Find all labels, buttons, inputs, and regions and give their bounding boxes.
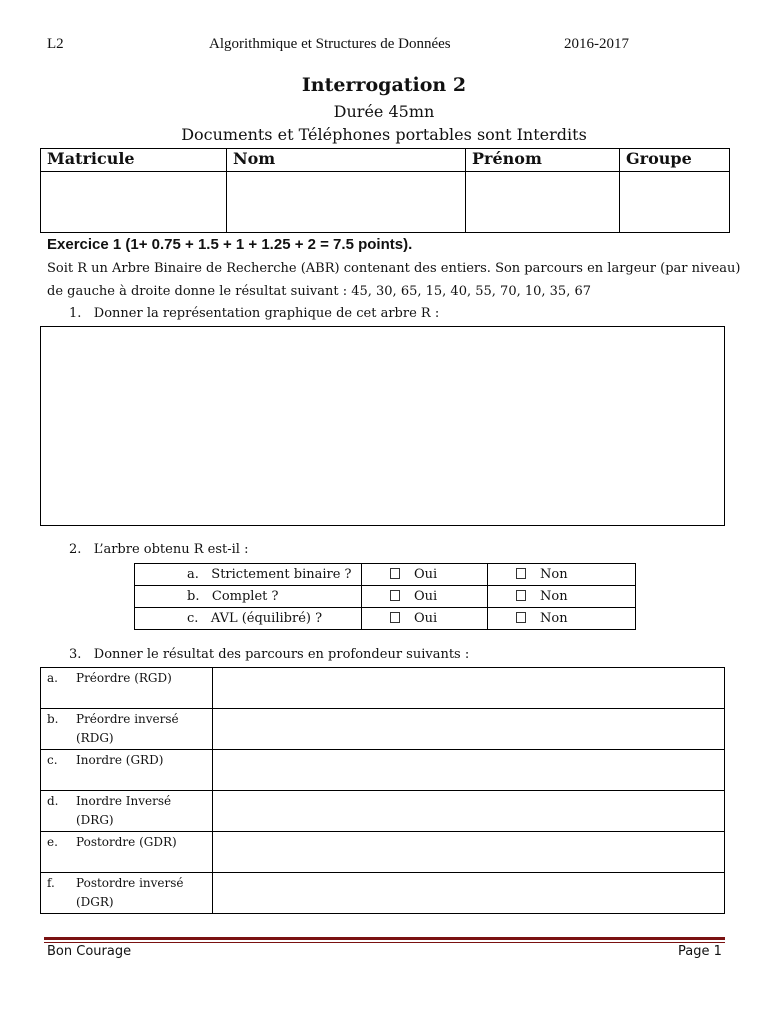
footer-rule	[44, 937, 725, 940]
table-row: f. Postordre inversé (DGR)	[41, 873, 725, 914]
table-row: a. Préordre (RGD)	[41, 668, 725, 709]
footer-rule-thin	[44, 942, 725, 943]
student-info-table	[40, 148, 730, 233]
question-3: 3. Donner le résultat des parcours en profondeur suivants :	[69, 647, 470, 662]
header-course: Algorithmique et Structures de Données	[209, 36, 451, 52]
answer-cell[interactable]	[213, 668, 725, 709]
col-groupe: Groupe	[620, 149, 730, 172]
matricule-cell[interactable]	[41, 172, 227, 233]
answer-cell[interactable]	[213, 791, 725, 832]
traversal-label: Inordre (GRD)	[76, 753, 164, 767]
property-avl: AVL (équilibré) ?	[210, 611, 323, 626]
table-row: e. Postordre (GDR)	[41, 832, 725, 873]
traversal-table	[40, 667, 725, 914]
col-nom: Nom	[227, 149, 466, 172]
properties-table	[134, 563, 636, 630]
traversal-label: Préordre (RGD)	[76, 671, 172, 685]
prenom-cell[interactable]	[466, 172, 620, 233]
table-row: c. Inordre (GRD)	[41, 750, 725, 791]
checkbox-icon[interactable]	[516, 590, 526, 601]
nom-cell[interactable]	[227, 172, 466, 233]
answer-cell[interactable]	[213, 709, 725, 750]
traversal-label: Postordre (GDR)	[76, 835, 177, 849]
checkbox-icon[interactable]	[516, 612, 526, 623]
checkbox-icon[interactable]	[516, 568, 526, 579]
header-year: 2016-2017	[564, 36, 629, 52]
checkbox-icon[interactable]	[390, 612, 400, 623]
page-number: Page 1	[678, 944, 722, 959]
property-complet: Complet ?	[211, 589, 279, 604]
answer-cell[interactable]	[213, 873, 725, 914]
table-row: c. AVL (équilibré) ? Oui Non	[135, 608, 636, 630]
page-title: Interrogation 2	[301, 74, 467, 96]
checkbox-icon[interactable]	[390, 590, 400, 601]
footer-message: Bon Courage	[47, 944, 132, 959]
exercise-text-1: Soit R un Arbre Binaire de Recherche (ABR) contenant des entiers. Son parcours en largeur (par niveau)	[47, 261, 741, 276]
exercise-text-2: de gauche à droite donne le résultat suivant : 45, 30, 65, 15, 40, 55, 70, 10, 35, 67	[47, 284, 592, 299]
col-matricule: Matricule	[41, 149, 227, 172]
duration: Durée 45mn	[333, 102, 435, 121]
answer-cell[interactable]	[213, 832, 725, 873]
answer-cell[interactable]	[213, 750, 725, 791]
header-level: L2	[47, 36, 64, 52]
traversal-label: Postordre inversé	[76, 876, 184, 890]
table-row: d. Inordre Inversé (DRG)	[41, 791, 725, 832]
tree-drawing-box[interactable]	[40, 326, 725, 526]
property-strict: Strictement binaire ?	[211, 567, 352, 582]
col-prenom: Prénom	[466, 149, 620, 172]
question-1: 1. Donner la représentation graphique de cet arbre R :	[69, 306, 440, 321]
rules-note: Documents et Téléphones portables sont Interdits	[181, 125, 587, 144]
exercise-title: Exercice 1 (1+ 0.75 + 1.5 + 1 + 1.25 + 2 = 7.5 points).	[47, 236, 413, 253]
table-row: b. Complet ? Oui Non	[135, 586, 636, 608]
traversal-label: Inordre Inversé	[76, 794, 172, 808]
table-row: a. Strictement binaire ? Oui Non	[135, 564, 636, 586]
table-row: b. Préordre inversé (RDG)	[41, 709, 725, 750]
groupe-cell[interactable]	[620, 172, 730, 233]
question-2: 2. L’arbre obtenu R est-il :	[69, 542, 249, 557]
traversal-label: Préordre inversé	[76, 712, 179, 726]
checkbox-icon[interactable]	[390, 568, 400, 579]
